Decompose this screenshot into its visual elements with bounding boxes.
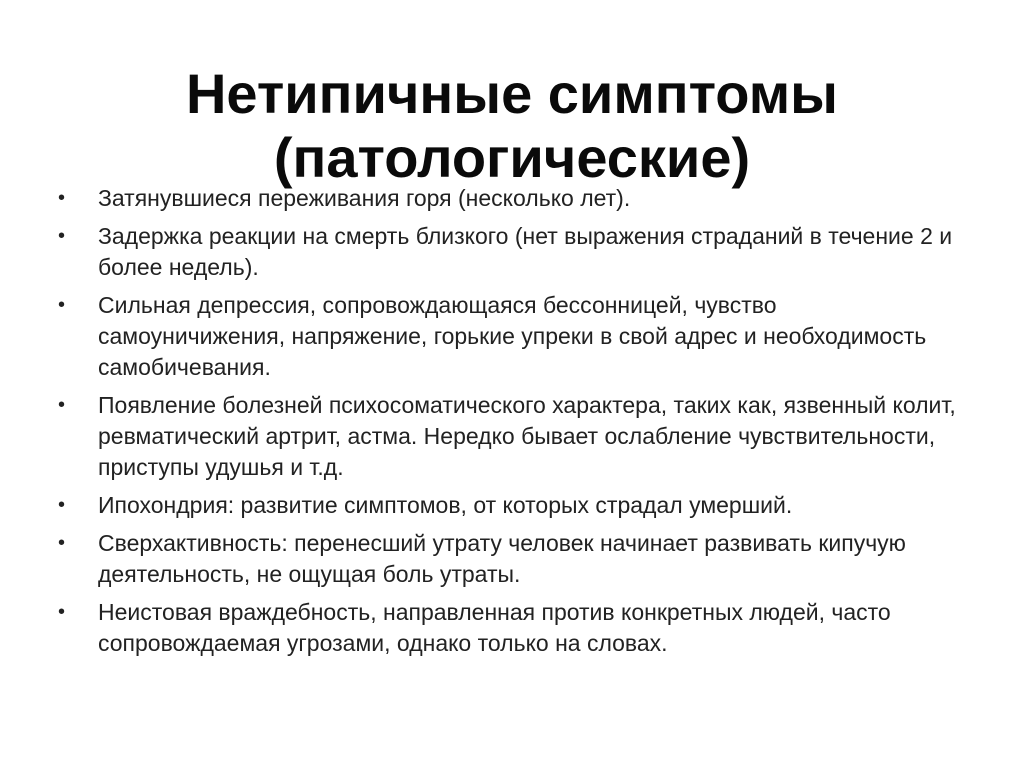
list-item-text: Появление болезней психосоматического характера, таких как, язвенный колит, ревматический артрит, астма. Нередко бывает ослабление чувствительности, приступы удушья и т.д. [98, 392, 956, 480]
list-item-text: Сильная депрессия, сопровождающаяся бессонницей, чувство самоуничижения, напряжение, горькие упреки в свой адрес и необходимость самобичевания. [98, 292, 927, 380]
list-item-text: Ипохондрия: развитие симптомов, от которых страдал умерший. [98, 492, 793, 518]
bullet-icon: • [58, 294, 66, 316]
list-item [56, 221, 966, 283]
list-item [56, 597, 966, 659]
bullet-icon: • [58, 601, 66, 623]
bullet-icon: • [58, 532, 66, 554]
list-item [56, 290, 966, 383]
list-item-text: Затянувшиеся переживания горя (несколько лет). [98, 185, 631, 211]
bullet-icon: • [58, 494, 66, 516]
list-item [56, 528, 966, 590]
slide-title-line-2: (патологические) [273, 125, 751, 189]
list-item-text: Сверхактивность: перенесший утрату человек начинает развивать кипучую деятельность, не ощущая боль утраты. [98, 530, 906, 587]
symptom-list [56, 183, 966, 666]
list-item [56, 490, 966, 521]
bullet-icon: • [58, 394, 66, 416]
list-item-text: Неистовая враждебность, направленная против конкретных людей, часто сопровождаемая угрозами, однако только на словах. [98, 599, 891, 656]
bullet-icon: • [58, 225, 66, 247]
slide-title-line-1: Нетипичные симптомы [185, 61, 839, 125]
list-item-text: Задержка реакции на смерть близкого (нет выражения страданий в течение 2 и более недель). [98, 223, 953, 280]
slide-title [0, 62, 1024, 190]
bullet-icon: • [58, 187, 66, 209]
list-item [56, 390, 966, 483]
list-item [56, 183, 966, 214]
